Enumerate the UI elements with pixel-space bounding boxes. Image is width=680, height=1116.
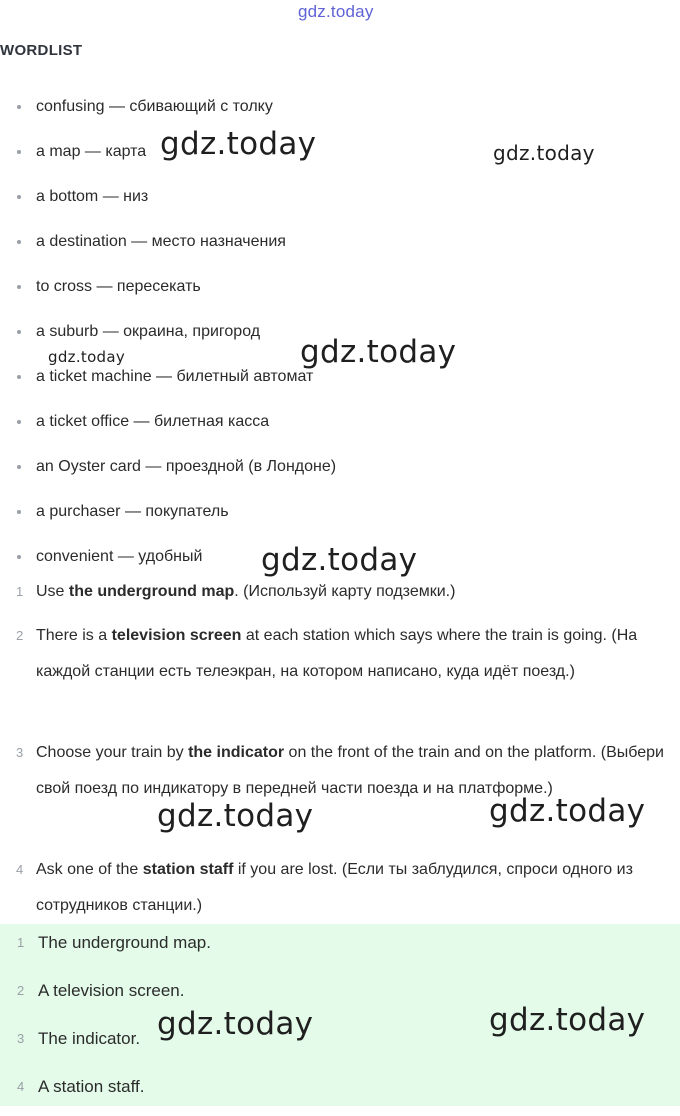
separator: — xyxy=(120,503,146,520)
term: a destination xyxy=(36,233,127,250)
bullet-dot-icon xyxy=(17,240,21,244)
instruction-item xyxy=(0,618,680,726)
wordlist-item xyxy=(0,84,680,129)
answer-item xyxy=(0,1068,680,1116)
bullet-dot-icon xyxy=(17,375,21,379)
bullet-dot-icon xyxy=(17,285,21,289)
top-watermark: gdz.today xyxy=(298,2,374,21)
separator: — xyxy=(104,98,130,115)
instruction-key-phrase: the indicator xyxy=(188,744,285,761)
item-number: 3 xyxy=(16,745,24,760)
wordlist-heading: WORDLIST xyxy=(0,42,83,59)
instruction-key-phrase: the underground map xyxy=(68,583,235,600)
term: an Oyster card xyxy=(36,458,141,475)
translation: окраина, пригород xyxy=(123,323,261,340)
wordlist-item xyxy=(0,264,680,309)
wordlist-item xyxy=(0,174,680,219)
instruction-text: . (Используй карту подземки.) xyxy=(234,583,456,600)
wordlist-item xyxy=(0,219,680,264)
translation: место назначения xyxy=(151,233,286,250)
item-number: 1 xyxy=(17,935,25,950)
watermark: gdz.today xyxy=(489,1002,646,1038)
item-number: 2 xyxy=(17,983,25,998)
item-number: 2 xyxy=(16,628,24,643)
answer-item xyxy=(0,924,680,972)
instruction-text: if you are lost. (Если ты заблудился, спроси одного из сотрудников станции.) xyxy=(36,861,633,914)
watermark: gdz.today xyxy=(261,542,418,578)
term: convenient xyxy=(36,548,114,565)
separator: — xyxy=(92,278,117,295)
watermark: gdz.today xyxy=(300,334,457,370)
separator: — xyxy=(129,413,154,430)
watermark: gdz.today xyxy=(157,1006,314,1042)
instruction-text: at each station which says where the train is going. (На каждой станции есть телеэкран, на котором написано, куда идёт поезд.) xyxy=(36,627,638,680)
watermark: gdz.today xyxy=(489,793,646,829)
translation: удобный xyxy=(138,548,203,565)
term: a bottom xyxy=(36,188,99,205)
translation: билетная касса xyxy=(153,413,270,430)
instruction-text: Use xyxy=(36,583,69,600)
translation: сбивающий с толку xyxy=(129,98,273,115)
instruction-text: Choose your train by xyxy=(36,744,189,761)
instruction-text: on the front of the train and on the platform. (Выбери свой поезд по индикатору в передней части поезда и на платформе.) xyxy=(36,744,664,797)
instruction-list xyxy=(0,574,680,924)
translation: карта xyxy=(105,143,147,160)
item-number: 4 xyxy=(17,1079,25,1094)
instruction-text: There is a xyxy=(36,627,112,644)
term: a ticket office xyxy=(36,413,130,430)
translation: проездной (в Лондоне) xyxy=(165,458,337,475)
item-number: 1 xyxy=(16,584,24,599)
term: a suburb xyxy=(36,323,99,340)
bullet-dot-icon xyxy=(17,465,21,469)
separator: — xyxy=(126,233,152,250)
wordlist-item xyxy=(0,489,680,534)
translation: покупатель xyxy=(145,503,229,520)
item-number: 3 xyxy=(17,1031,25,1046)
watermark: gdz.today xyxy=(160,126,317,162)
answer-text: The underground map. xyxy=(38,933,211,952)
translation: пересекать xyxy=(116,278,201,295)
bullet-dot-icon xyxy=(17,195,21,199)
bullet-dot-icon xyxy=(17,510,21,514)
separator: — xyxy=(113,548,139,565)
instruction-item xyxy=(0,574,680,610)
bullet-dot-icon xyxy=(17,420,21,424)
separator: — xyxy=(140,458,166,475)
wordlist-item xyxy=(0,399,680,444)
term: a ticket machine xyxy=(36,368,152,385)
watermark: gdz.today xyxy=(48,348,126,366)
translation: низ xyxy=(123,188,149,205)
term: a map xyxy=(36,143,81,160)
instruction-key-phrase: television screen xyxy=(111,627,242,644)
term: confusing xyxy=(36,98,105,115)
bullet-dot-icon xyxy=(17,105,21,109)
term: to cross xyxy=(36,278,93,295)
instruction-item xyxy=(0,852,680,924)
separator: — xyxy=(98,188,124,205)
bullet-dot-icon xyxy=(17,330,21,334)
bullet-dot-icon xyxy=(17,150,21,154)
instruction-text: Ask one of the xyxy=(36,861,143,878)
separator: — xyxy=(98,323,124,340)
answer-text: A station staff. xyxy=(38,1077,145,1096)
separator: — xyxy=(151,368,177,385)
wordlist-item xyxy=(0,444,680,489)
answer-text: A television screen. xyxy=(38,981,185,1000)
watermark: gdz.today xyxy=(493,141,595,165)
watermark: gdz.today xyxy=(157,798,314,834)
translation: билетный автомат xyxy=(176,368,314,385)
bullet-dot-icon xyxy=(17,555,21,559)
answer-text: The indicator. xyxy=(38,1029,141,1048)
separator: — xyxy=(80,143,106,160)
instruction-key-phrase: station staff xyxy=(142,861,234,878)
term: a purchaser xyxy=(36,503,121,520)
item-number: 4 xyxy=(16,862,24,877)
